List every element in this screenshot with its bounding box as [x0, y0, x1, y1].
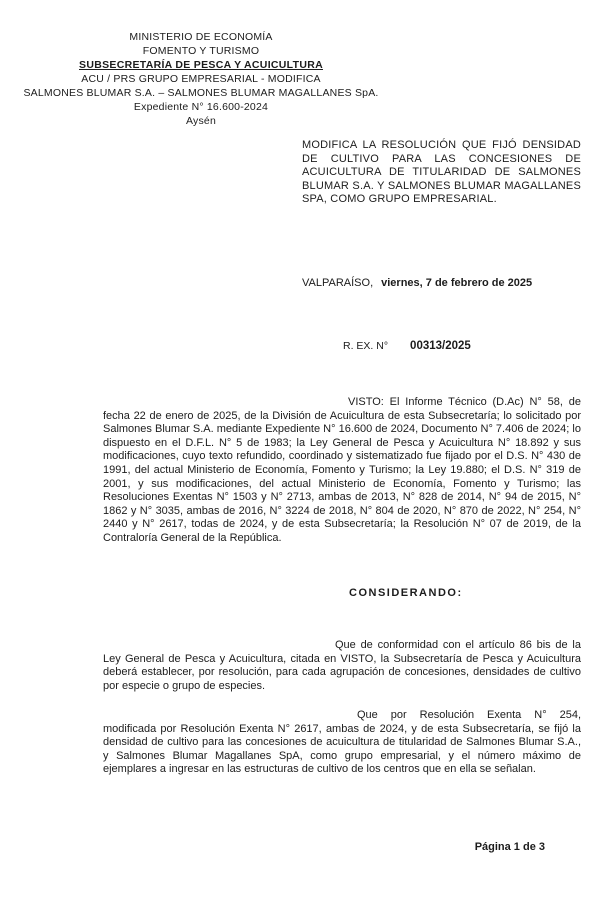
resolution-number-label: R. EX. N° — [343, 340, 389, 352]
letterhead-ministry: MINISTERIO DE ECONOMÍA — [129, 31, 273, 43]
visto-paragraph: VISTO: El Informe Técnico (D.Ac) N° 58, de fecha 22 de enero de 2025, de la División de Acuicultura de esta Subsecretaría; lo solicitado por Salmones Blumar S.A. mediante Expediente N° 16.600 de 2024, Documento N° 7.406 de 2024; lo dispuesto en el D.F.L. N° 5 de 1983; la Ley General de Pesca y Acuicultura N° 18.892 y sus modificaciones, cuyo texto refundido, coordinado y sistematizado fue fijado por el D.S. N° 430 de 1991, del actual Ministerio de Economía, Fomento y Turismo; la Ley 19.880; el D.S. N° 319 de 2001, y sus modificaciones, del actual Ministerio de Economía, Fomento y Turismo; las Resoluciones Exentas N° 1503 y N° 2713, ambas de 2013, N° 828 de 2014, N° 94 de 2015, N° 1862 y N° 3035, ambas de 2016, N° 3224 de 2018, N° 804 de 2020, N° 870 de 2022, N° 254, N° 2440 y N° 2617, todas de 2024, y de esta Subsecretaría; la Resolución N° 07 de 2019, de la Contraloría General de la República. — [103, 396, 581, 544]
dateline-place: VALPARAÍSO, — [302, 277, 374, 289]
resolution-number-value: 00313/2025 — [410, 340, 471, 352]
resolution-number-line — [343, 340, 471, 352]
dateline — [302, 277, 532, 289]
page-number: Página 1 de 3 — [474, 841, 545, 853]
resolution-subject: MODIFICA LA RESOLUCIÓN QUE FIJÓ DENSIDAD DE CULTIVO PARA LAS CONCESIONES DE ACUICULTURA DE TITULARIDAD DE SALMONES BLUMAR S.A. Y SALMONES BLUMAR MAGALLANES SPA, COMO GRUPO EMPRESARIAL. — [302, 139, 581, 206]
letterhead-ministry-line2: FOMENTO Y TURISMO — [142, 45, 260, 57]
letterhead-subsecretaria: SUBSECRETARÍA DE PESCA Y ACUICULTURA — [79, 59, 323, 71]
considerando-paragraph-1: Que de conformidad con el artículo 86 bis de la Ley General de Pesca y Acuicultura, citada en VISTO, la Subsecretaría de Pesca y Acuicultura deberá establecer, por resolución, para cada agrupación de concesiones, densidades de cultivo por especie o grupo de especies. — [103, 639, 581, 692]
letterhead-region: Aysén — [186, 115, 216, 127]
letterhead — [18, 30, 384, 128]
considerando-paragraph-2: Que por Resolución Exenta N° 254, modificada por Resolución Exenta N° 2617, ambas de 2024, y de esta Subsecretaría, se fijó la densidad de cultivo para las concesiones de acuicultura de titularidad de Salmones Blumar S.A., y Salmones Blumar Magallanes SpA, como grupo empresarial, y el número máximo de ejemplares a ingresar en las estructuras de cultivo de los centros que en ella se señalan. — [103, 709, 581, 776]
letterhead-expediente: Expediente N° 16.600-2024 — [133, 101, 269, 113]
considerando-heading: CONSIDERANDO: — [349, 587, 463, 599]
dateline-date: viernes, 7 de febrero de 2025 — [381, 277, 533, 289]
letterhead-acu-prs: ACU / PRS GRUPO EMPRESARIAL - MODIFICA — [81, 73, 321, 85]
letterhead-company-names: SALMONES BLUMAR S.A. – SALMONES BLUMAR MAGALLANES SpA. — [23, 87, 379, 99]
